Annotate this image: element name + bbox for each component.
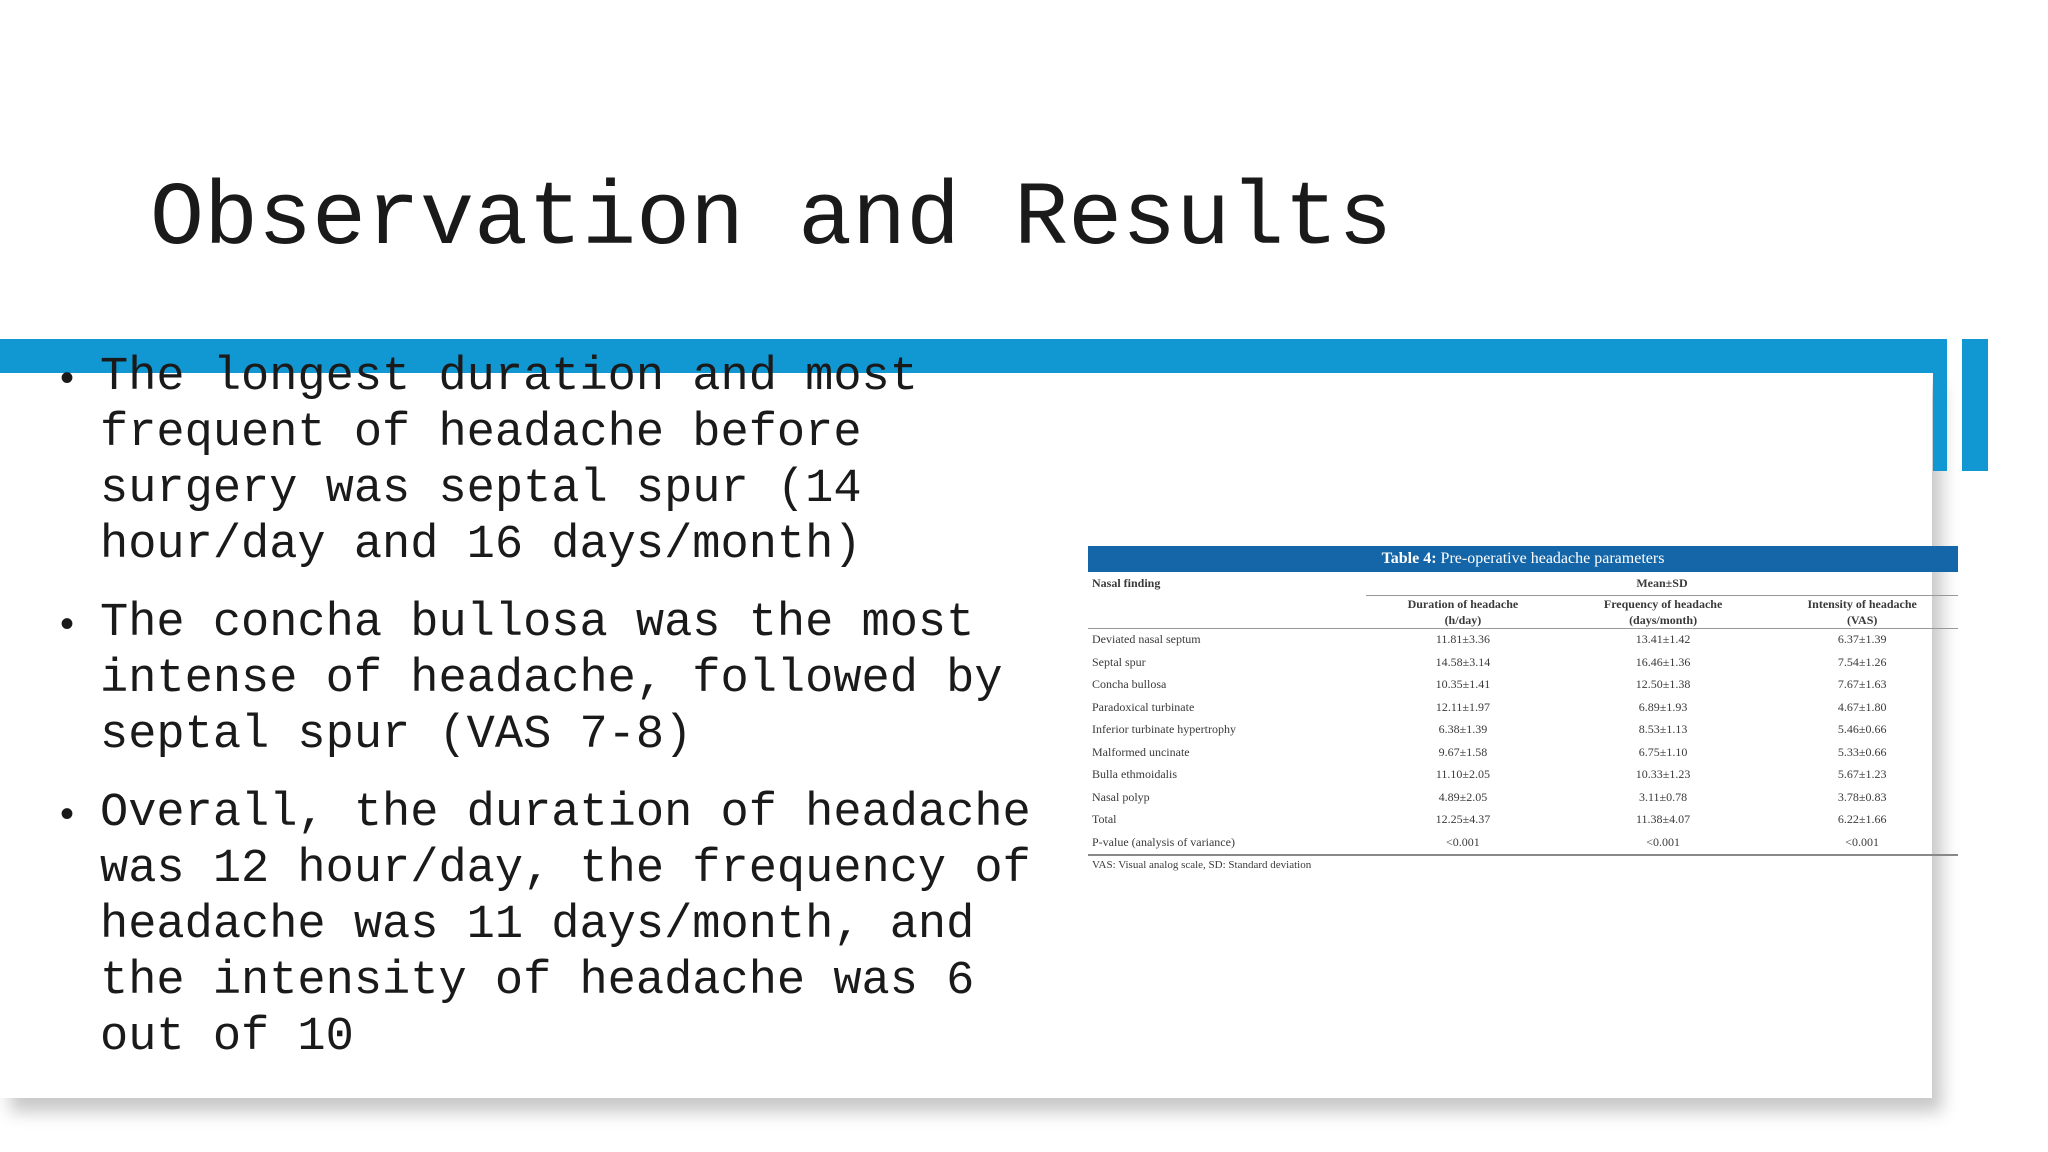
table-cell: 6.37±1.39 bbox=[1837, 632, 1887, 647]
table-header-unit: (VAS) bbox=[1846, 612, 1878, 627]
table-caption-text: Pre-operative headache parameters bbox=[1436, 550, 1665, 567]
table-cell: 12.50±1.38 bbox=[1635, 677, 1691, 692]
table-cell-label: Total bbox=[1092, 812, 1117, 827]
table-row bbox=[1088, 809, 1958, 832]
table-cell: 6.89±1.93 bbox=[1638, 699, 1688, 714]
table-cell: 3.78±0.83 bbox=[1837, 789, 1887, 804]
table-cell-label: Bulla ethmoidalis bbox=[1092, 767, 1177, 782]
table-cell: 5.67±1.23 bbox=[1837, 767, 1887, 782]
table-cell: 10.33±1.23 bbox=[1635, 767, 1691, 782]
table-cell-label: Inferior turbinate hypertrophy bbox=[1092, 722, 1236, 737]
bullet-item bbox=[50, 350, 1050, 574]
table-cell: 10.35±1.41 bbox=[1435, 677, 1491, 692]
table-cell-label: Malformed uncinate bbox=[1092, 744, 1190, 759]
table-cell: <0.001 bbox=[1766, 831, 1958, 855]
table-cell: 4.89±2.05 bbox=[1438, 789, 1488, 804]
table-image bbox=[1088, 546, 1958, 874]
table-header-spacer bbox=[1088, 595, 1366, 628]
table-cell: 7.67±1.63 bbox=[1837, 677, 1887, 692]
table-header-duration bbox=[1366, 595, 1560, 628]
table-cell: 13.41±1.42 bbox=[1635, 632, 1691, 647]
table-cell: 5.46±0.66 bbox=[1837, 722, 1887, 737]
table-header-text: Frequency of headache bbox=[1603, 596, 1723, 611]
slide-title: Observation and Results bbox=[150, 169, 1393, 271]
table-cell: 12.25±4.37 bbox=[1435, 812, 1491, 827]
table-row bbox=[1088, 696, 1958, 719]
bullet-text: Overall, the duration of headache was 12 hour/day, the frequency of headache was 11 days/month, and the intensity of headache was 6 out of 10 bbox=[100, 787, 1031, 1064]
table-row bbox=[1088, 651, 1958, 674]
table-cell-label: P-value (analysis of variance) bbox=[1088, 831, 1366, 855]
table-cell: 6.22±1.66 bbox=[1837, 812, 1887, 827]
table-cell: 3.11±0.78 bbox=[1639, 789, 1688, 804]
table-cell: 6.75±1.10 bbox=[1638, 744, 1688, 759]
table-cell: 12.11±1.97 bbox=[1435, 699, 1490, 714]
table-cell: 16.46±1.36 bbox=[1635, 654, 1691, 669]
table-header-text: Intensity of headache bbox=[1807, 596, 1917, 611]
table-cell: 9.67±1.58 bbox=[1438, 744, 1488, 759]
table-cell-label: Deviated nasal septum bbox=[1092, 632, 1201, 647]
headache-parameters-table bbox=[1088, 572, 1958, 856]
table-cell: 11.38±4.07 bbox=[1636, 812, 1691, 827]
table-header-unit: (h/day) bbox=[1444, 612, 1482, 627]
table-cell: 11.10±2.05 bbox=[1435, 767, 1490, 782]
bullet-item bbox=[50, 786, 1050, 1066]
table-row bbox=[1088, 741, 1958, 764]
table-cell: 4.67±1.80 bbox=[1837, 699, 1887, 714]
table-cell-label: Concha bullosa bbox=[1092, 677, 1167, 692]
bullet-list bbox=[50, 350, 1050, 1088]
table-row bbox=[1088, 786, 1958, 809]
table-cell: 7.54±1.26 bbox=[1837, 654, 1887, 669]
table-header-mean-sd: Mean±SD bbox=[1366, 572, 1958, 595]
table-cell: <0.001 bbox=[1366, 831, 1560, 855]
table-header-frequency bbox=[1560, 595, 1767, 628]
bullet-icon: • bbox=[60, 356, 75, 400]
table-footnote: VAS: Visual analog scale, SD: Standard deviation bbox=[1092, 858, 1312, 871]
table-cell: 5.33±0.66 bbox=[1837, 744, 1887, 759]
table-header-intensity bbox=[1766, 595, 1958, 628]
table-caption bbox=[1088, 546, 1958, 572]
table-cell: 14.58±3.14 bbox=[1435, 654, 1491, 669]
table-row bbox=[1088, 831, 1958, 855]
bullet-icon: • bbox=[60, 792, 75, 836]
table-cell: <0.001 bbox=[1560, 831, 1767, 855]
table-header-nasal-finding: Nasal finding bbox=[1092, 576, 1161, 590]
table-cell: 11.81±3.36 bbox=[1435, 632, 1490, 647]
accent-bar-right-thin bbox=[1933, 339, 1947, 471]
bullet-icon: • bbox=[60, 602, 75, 646]
bullet-item bbox=[50, 596, 1050, 764]
accent-bar-right-thick bbox=[1962, 339, 1988, 471]
table-row bbox=[1088, 764, 1958, 787]
table-cell-label: Paradoxical turbinate bbox=[1092, 699, 1195, 714]
table-header-text: Duration of headache bbox=[1407, 596, 1519, 611]
bullet-text: The longest duration and most frequent of headache before surgery was septal spur (14 hour/day and 16 days/month) bbox=[100, 351, 918, 572]
table-row bbox=[1088, 719, 1958, 742]
table-header-unit: (days/month) bbox=[1629, 612, 1698, 627]
table-cell-label: Nasal polyp bbox=[1092, 789, 1150, 804]
table-caption-label: Table 4: bbox=[1381, 550, 1437, 567]
bullet-text: The concha bullosa was the most intense of headache, followed by septal spur (VAS 7-8) bbox=[100, 597, 1003, 762]
table-cell: 8.53±1.13 bbox=[1638, 722, 1688, 737]
table-cell-label: Septal spur bbox=[1092, 654, 1146, 669]
table-cell: 6.38±1.39 bbox=[1438, 722, 1488, 737]
table-row bbox=[1088, 628, 1958, 651]
table-row bbox=[1088, 674, 1958, 697]
